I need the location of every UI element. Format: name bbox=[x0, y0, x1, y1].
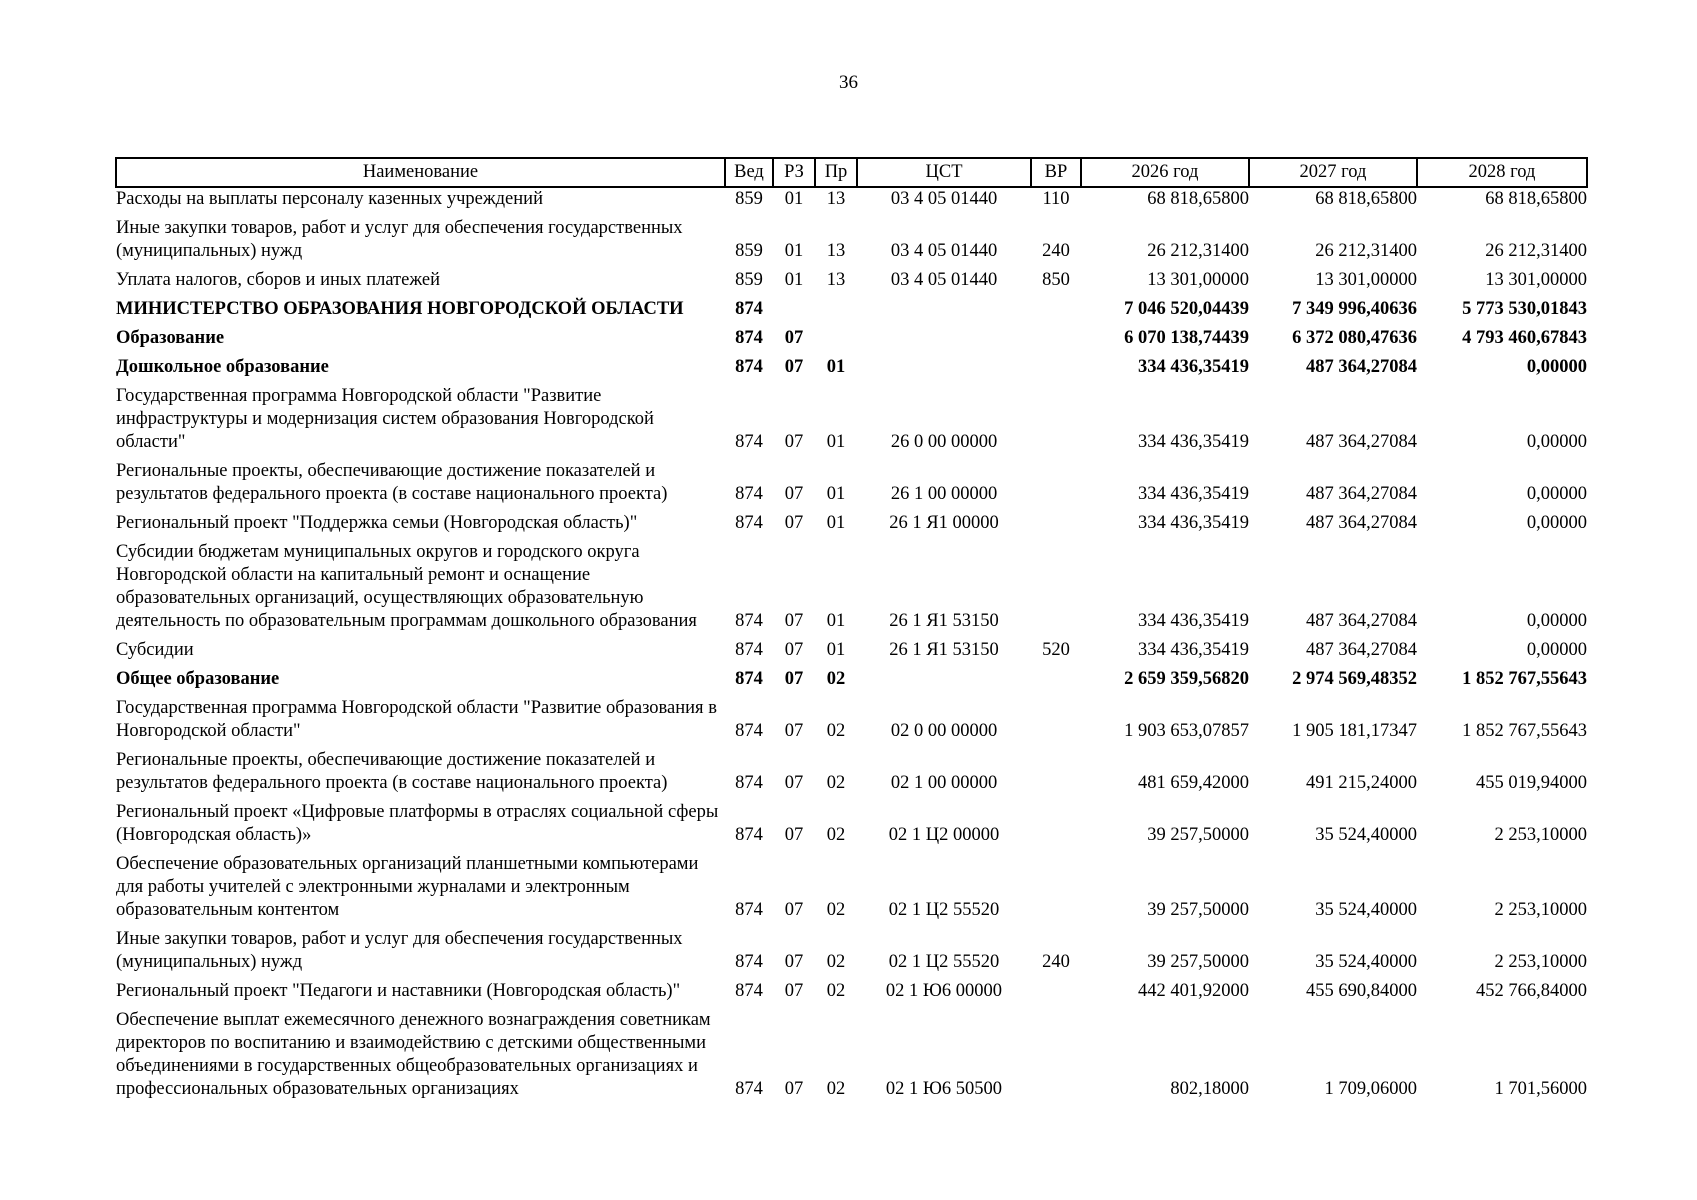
row-amount-2027: 455 690,84000 bbox=[1306, 981, 1417, 1001]
row-cst bbox=[857, 298, 1031, 327]
row-amount-2027: 487 364,27084 bbox=[1306, 484, 1417, 504]
row-cst bbox=[857, 668, 1031, 697]
row-amount-2028: 0,00000 bbox=[1526, 513, 1587, 533]
row-ved: 874 bbox=[735, 299, 763, 319]
row-rz: 07 bbox=[784, 721, 804, 741]
row-pr: 02 bbox=[826, 900, 846, 920]
row-cst: 02 1 00 00000 bbox=[890, 773, 998, 793]
table-row bbox=[116, 697, 1587, 749]
row-cst: 26 0 00 00000 bbox=[890, 432, 998, 452]
row-ved: 874 bbox=[735, 357, 763, 377]
row-pr: 01 bbox=[826, 432, 846, 452]
row-vr bbox=[1031, 385, 1081, 460]
row-pr: 13 bbox=[826, 270, 846, 290]
header-pr: Пр bbox=[815, 158, 857, 187]
row-amount-2026: 6 070 138,74439 bbox=[1124, 328, 1249, 348]
row-cst bbox=[857, 327, 1031, 356]
row-vr bbox=[1031, 327, 1081, 356]
row-pr: 13 bbox=[826, 189, 846, 209]
row-amount-2028: 0,00000 bbox=[1526, 611, 1587, 631]
row-rz: 07 bbox=[784, 900, 804, 920]
table-row bbox=[116, 801, 1587, 853]
row-amount-2028: 26 212,31400 bbox=[1485, 241, 1587, 261]
row-cst: 26 1 Я1 00000 bbox=[889, 513, 999, 533]
row-vr bbox=[1031, 801, 1081, 853]
row-rz: 07 bbox=[784, 640, 804, 660]
header-name: Наименование bbox=[116, 158, 725, 187]
row-cst: 02 1 Ц2 55520 bbox=[888, 900, 1000, 920]
row-amount-2026: 334 436,35419 bbox=[1138, 611, 1249, 631]
row-name: МИНИСТЕРСТВО ОБРАЗОВАНИЯ НОВГОРОДСКОЙ ОБЛАСТИ bbox=[116, 299, 684, 319]
row-amount-2027: 35 524,40000 bbox=[1315, 952, 1417, 972]
row-pr: 02 bbox=[826, 773, 846, 793]
row-pr: 01 bbox=[826, 513, 846, 533]
row-amount-2026: 39 257,50000 bbox=[1147, 900, 1249, 920]
header-rz: РЗ bbox=[773, 158, 815, 187]
row-name: Региональные проекты, обеспечивающие достижение показателей и результатов федерального проекта (в составе национального проекта) bbox=[116, 461, 668, 504]
row-name: Региональный проект "Педагоги и наставники (Новгородская область)" bbox=[116, 981, 681, 1001]
row-ved: 874 bbox=[735, 900, 763, 920]
row-amount-2026: 334 436,35419 bbox=[1138, 513, 1249, 533]
row-vr: 850 bbox=[1042, 270, 1070, 290]
row-rz: 01 bbox=[784, 270, 804, 290]
row-amount-2027: 6 372 080,47636 bbox=[1292, 328, 1417, 348]
row-cst: 02 0 00 00000 bbox=[890, 721, 998, 741]
row-cst: 26 1 Я1 53150 bbox=[889, 640, 999, 660]
row-amount-2027: 2 974 569,48352 bbox=[1292, 669, 1417, 689]
row-cst bbox=[857, 356, 1031, 385]
row-vr bbox=[1031, 541, 1081, 639]
row-amount-2026: 2 659 359,56820 bbox=[1124, 669, 1249, 689]
row-cst: 03 4 05 01440 bbox=[890, 241, 998, 261]
page-number: 36 bbox=[839, 72, 858, 93]
row-name: Региональный проект «Цифровые платформы в отраслях социальной сферы (Новгородская область)» bbox=[116, 802, 719, 845]
row-pr: 01 bbox=[826, 611, 846, 631]
row-amount-2028: 0,00000 bbox=[1526, 640, 1587, 660]
header-2026: 2026 год bbox=[1081, 158, 1249, 187]
row-vr bbox=[1031, 853, 1081, 928]
row-amount-2028: 13 301,00000 bbox=[1485, 270, 1587, 290]
row-vr bbox=[1031, 668, 1081, 697]
row-amount-2028: 452 766,84000 bbox=[1476, 981, 1587, 1001]
row-amount-2026: 1 903 653,07857 bbox=[1124, 721, 1249, 741]
row-vr bbox=[1031, 749, 1081, 801]
row-amount-2027: 487 364,27084 bbox=[1306, 640, 1417, 660]
row-name: Уплата налогов, сборов и иных платежей bbox=[116, 270, 441, 290]
row-name: Расходы на выплаты персоналу казенных учреждений bbox=[116, 189, 543, 209]
row-pr: 13 bbox=[826, 241, 846, 261]
row-amount-2027: 68 818,65800 bbox=[1315, 189, 1417, 209]
row-vr bbox=[1031, 356, 1081, 385]
row-amount-2027: 487 364,27084 bbox=[1306, 357, 1417, 377]
row-pr bbox=[815, 298, 857, 327]
row-cst: 26 1 00 00000 bbox=[890, 484, 998, 504]
row-name: Общее образование bbox=[116, 669, 280, 689]
row-amount-2028: 0,00000 bbox=[1526, 357, 1587, 377]
row-name: Региональные проекты, обеспечивающие достижение показателей и результатов федерального проекта (в составе национального проекта) bbox=[116, 750, 668, 793]
row-vr bbox=[1031, 980, 1081, 1009]
row-amount-2027: 487 364,27084 bbox=[1306, 611, 1417, 631]
row-amount-2026: 7 046 520,04439 bbox=[1124, 299, 1249, 319]
table-row bbox=[116, 928, 1587, 980]
row-vr bbox=[1031, 512, 1081, 541]
table-row bbox=[116, 668, 1587, 697]
row-amount-2026: 13 301,00000 bbox=[1147, 270, 1249, 290]
row-pr: 02 bbox=[826, 669, 846, 689]
table-row bbox=[116, 1009, 1587, 1107]
row-amount-2028: 2 253,10000 bbox=[1494, 952, 1587, 972]
row-cst: 03 4 05 01440 bbox=[890, 189, 998, 209]
row-cst: 02 1 Ц2 00000 bbox=[888, 825, 1000, 845]
row-amount-2027: 35 524,40000 bbox=[1315, 825, 1417, 845]
row-ved: 859 bbox=[735, 189, 763, 209]
table-row bbox=[116, 356, 1587, 385]
row-rz: 07 bbox=[784, 981, 804, 1001]
row-amount-2026: 334 436,35419 bbox=[1138, 432, 1249, 452]
row-name: Иные закупки товаров, работ и услуг для обеспечения государственных (муниципальных) нужд bbox=[116, 929, 683, 972]
row-pr: 02 bbox=[826, 952, 846, 972]
row-name: Субсидии бюджетам муниципальных округов и городского округа Новгородской области на капитальный ремонт и оснащение образовательных организаций, осуществляющих образовательную деятельность по образовательным программам дошкольного образования bbox=[116, 542, 697, 631]
table-row bbox=[116, 217, 1587, 269]
row-amount-2027: 487 364,27084 bbox=[1306, 432, 1417, 452]
row-ved: 874 bbox=[735, 825, 763, 845]
row-ved: 874 bbox=[735, 640, 763, 660]
row-pr: 02 bbox=[826, 721, 846, 741]
row-rz: 07 bbox=[784, 669, 804, 689]
row-vr: 520 bbox=[1042, 640, 1070, 660]
row-rz: 07 bbox=[784, 952, 804, 972]
row-cst: 02 1 Ц2 55520 bbox=[888, 952, 1000, 972]
row-vr bbox=[1031, 697, 1081, 749]
row-amount-2028: 455 019,94000 bbox=[1476, 773, 1587, 793]
row-name: Государственная программа Новгородской области "Развитие инфраструктуры и модернизация систем образования Новгородской области" bbox=[116, 386, 654, 452]
row-rz: 07 bbox=[784, 1079, 804, 1099]
table-row bbox=[116, 541, 1587, 639]
table-row bbox=[116, 460, 1587, 512]
row-rz bbox=[773, 298, 815, 327]
row-vr: 240 bbox=[1042, 952, 1070, 972]
row-name: Региональный проект "Поддержка семьи (Новгородская область)" bbox=[116, 513, 638, 533]
row-amount-2028: 1 852 767,55643 bbox=[1462, 721, 1587, 741]
table-row bbox=[116, 749, 1587, 801]
row-amount-2026: 442 401,92000 bbox=[1138, 981, 1249, 1001]
row-amount-2026: 334 436,35419 bbox=[1138, 640, 1249, 660]
row-amount-2028: 0,00000 bbox=[1526, 484, 1587, 504]
row-amount-2026: 802,18000 bbox=[1170, 1079, 1249, 1099]
row-amount-2028: 2 253,10000 bbox=[1494, 900, 1587, 920]
row-vr: 110 bbox=[1042, 189, 1070, 209]
table-row bbox=[116, 385, 1587, 460]
table-row bbox=[116, 853, 1587, 928]
row-rz: 01 bbox=[784, 189, 804, 209]
row-amount-2028: 2 253,10000 bbox=[1494, 825, 1587, 845]
row-ved: 874 bbox=[735, 611, 763, 631]
row-pr: 02 bbox=[826, 1079, 846, 1099]
row-amount-2027: 491 215,24000 bbox=[1306, 773, 1417, 793]
row-ved: 874 bbox=[735, 952, 763, 972]
row-ved: 874 bbox=[735, 669, 763, 689]
row-rz: 07 bbox=[784, 611, 804, 631]
row-amount-2028: 68 818,65800 bbox=[1485, 189, 1587, 209]
row-amount-2026: 68 818,65800 bbox=[1147, 189, 1249, 209]
row-amount-2028: 4 793 460,67843 bbox=[1462, 328, 1587, 348]
row-name: Субсидии bbox=[116, 640, 194, 660]
row-rz: 07 bbox=[784, 484, 804, 504]
row-name: Иные закупки товаров, работ и услуг для обеспечения государственных (муниципальных) нужд bbox=[116, 218, 683, 261]
header-2027: 2027 год bbox=[1249, 158, 1417, 187]
row-ved: 874 bbox=[735, 981, 763, 1001]
row-amount-2028: 0,00000 bbox=[1526, 432, 1587, 452]
row-ved: 874 bbox=[735, 1079, 763, 1099]
row-pr: 01 bbox=[826, 357, 846, 377]
row-cst: 26 1 Я1 53150 bbox=[889, 611, 999, 631]
table-row bbox=[116, 512, 1587, 541]
row-cst: 02 1 Ю6 00000 bbox=[885, 981, 1003, 1001]
row-vr bbox=[1031, 298, 1081, 327]
header-cst: ЦСТ bbox=[857, 158, 1031, 187]
row-amount-2026: 334 436,35419 bbox=[1138, 484, 1249, 504]
row-pr: 01 bbox=[826, 484, 846, 504]
row-amount-2026: 481 659,42000 bbox=[1138, 773, 1249, 793]
row-cst: 03 4 05 01440 bbox=[890, 270, 998, 290]
row-pr bbox=[815, 327, 857, 356]
row-amount-2027: 7 349 996,40636 bbox=[1292, 299, 1417, 319]
budget-table bbox=[115, 157, 1588, 1107]
row-amount-2027: 13 301,00000 bbox=[1315, 270, 1417, 290]
row-name: Образование bbox=[116, 328, 225, 348]
row-amount-2027: 35 524,40000 bbox=[1315, 900, 1417, 920]
table-body bbox=[116, 187, 1587, 1107]
row-ved: 859 bbox=[735, 241, 763, 261]
row-name: Дошкольное образование bbox=[116, 357, 329, 377]
row-vr bbox=[1031, 1009, 1081, 1107]
row-amount-2027: 487 364,27084 bbox=[1306, 513, 1417, 533]
row-rz: 07 bbox=[784, 773, 804, 793]
row-ved: 874 bbox=[735, 721, 763, 741]
row-vr: 240 bbox=[1042, 241, 1070, 261]
row-amount-2026: 334 436,35419 bbox=[1138, 357, 1249, 377]
row-amount-2026: 39 257,50000 bbox=[1147, 825, 1249, 845]
row-ved: 874 bbox=[735, 432, 763, 452]
header-2028: 2028 год bbox=[1417, 158, 1587, 187]
row-rz: 07 bbox=[784, 432, 804, 452]
row-pr: 02 bbox=[826, 981, 846, 1001]
row-amount-2028: 1 852 767,55643 bbox=[1462, 669, 1587, 689]
row-ved: 874 bbox=[735, 513, 763, 533]
row-ved: 859 bbox=[735, 270, 763, 290]
row-pr: 01 bbox=[826, 640, 846, 660]
row-rz: 07 bbox=[784, 357, 804, 377]
header-vr: ВР bbox=[1031, 158, 1081, 187]
row-cst: 02 1 Ю6 50500 bbox=[885, 1079, 1003, 1099]
row-amount-2027: 1 905 181,17347 bbox=[1292, 721, 1417, 741]
row-ved: 874 bbox=[735, 773, 763, 793]
row-name: Обеспечение образовательных организаций планшетными компьютерами для работы учителей с электронными журналами и электронным образовательным контентом bbox=[116, 854, 699, 920]
header-ved: Вед bbox=[725, 158, 773, 187]
row-name: Государственная программа Новгородской области "Развитие образования в Новгородской области" bbox=[116, 698, 717, 741]
row-amount-2028: 1 701,56000 bbox=[1494, 1079, 1587, 1099]
table-row bbox=[116, 269, 1587, 298]
row-amount-2027: 26 212,31400 bbox=[1315, 241, 1417, 261]
table-row bbox=[116, 327, 1587, 356]
row-rz: 01 bbox=[784, 241, 804, 261]
table-row bbox=[116, 639, 1587, 668]
row-amount-2026: 26 212,31400 bbox=[1147, 241, 1249, 261]
table-row bbox=[116, 187, 1587, 217]
row-ved: 874 bbox=[735, 484, 763, 504]
row-name: Обеспечение выплат ежемесячного денежного вознаграждения советникам директоров по воспитанию и взаимодействию с детскими общественными объединениями в государственных общеобразовательных организациях и профессиональных образовательных организациях bbox=[116, 1010, 711, 1099]
row-pr: 02 bbox=[826, 825, 846, 845]
row-amount-2027: 1 709,06000 bbox=[1324, 1079, 1417, 1099]
row-rz: 07 bbox=[784, 825, 804, 845]
row-amount-2028: 5 773 530,01843 bbox=[1462, 299, 1587, 319]
row-vr bbox=[1031, 460, 1081, 512]
table-row bbox=[116, 298, 1587, 327]
row-rz: 07 bbox=[784, 328, 804, 348]
row-amount-2026: 39 257,50000 bbox=[1147, 952, 1249, 972]
row-rz: 07 bbox=[784, 513, 804, 533]
row-ved: 874 bbox=[735, 328, 763, 348]
table-row bbox=[116, 980, 1587, 1009]
table-header-row bbox=[116, 158, 1587, 187]
